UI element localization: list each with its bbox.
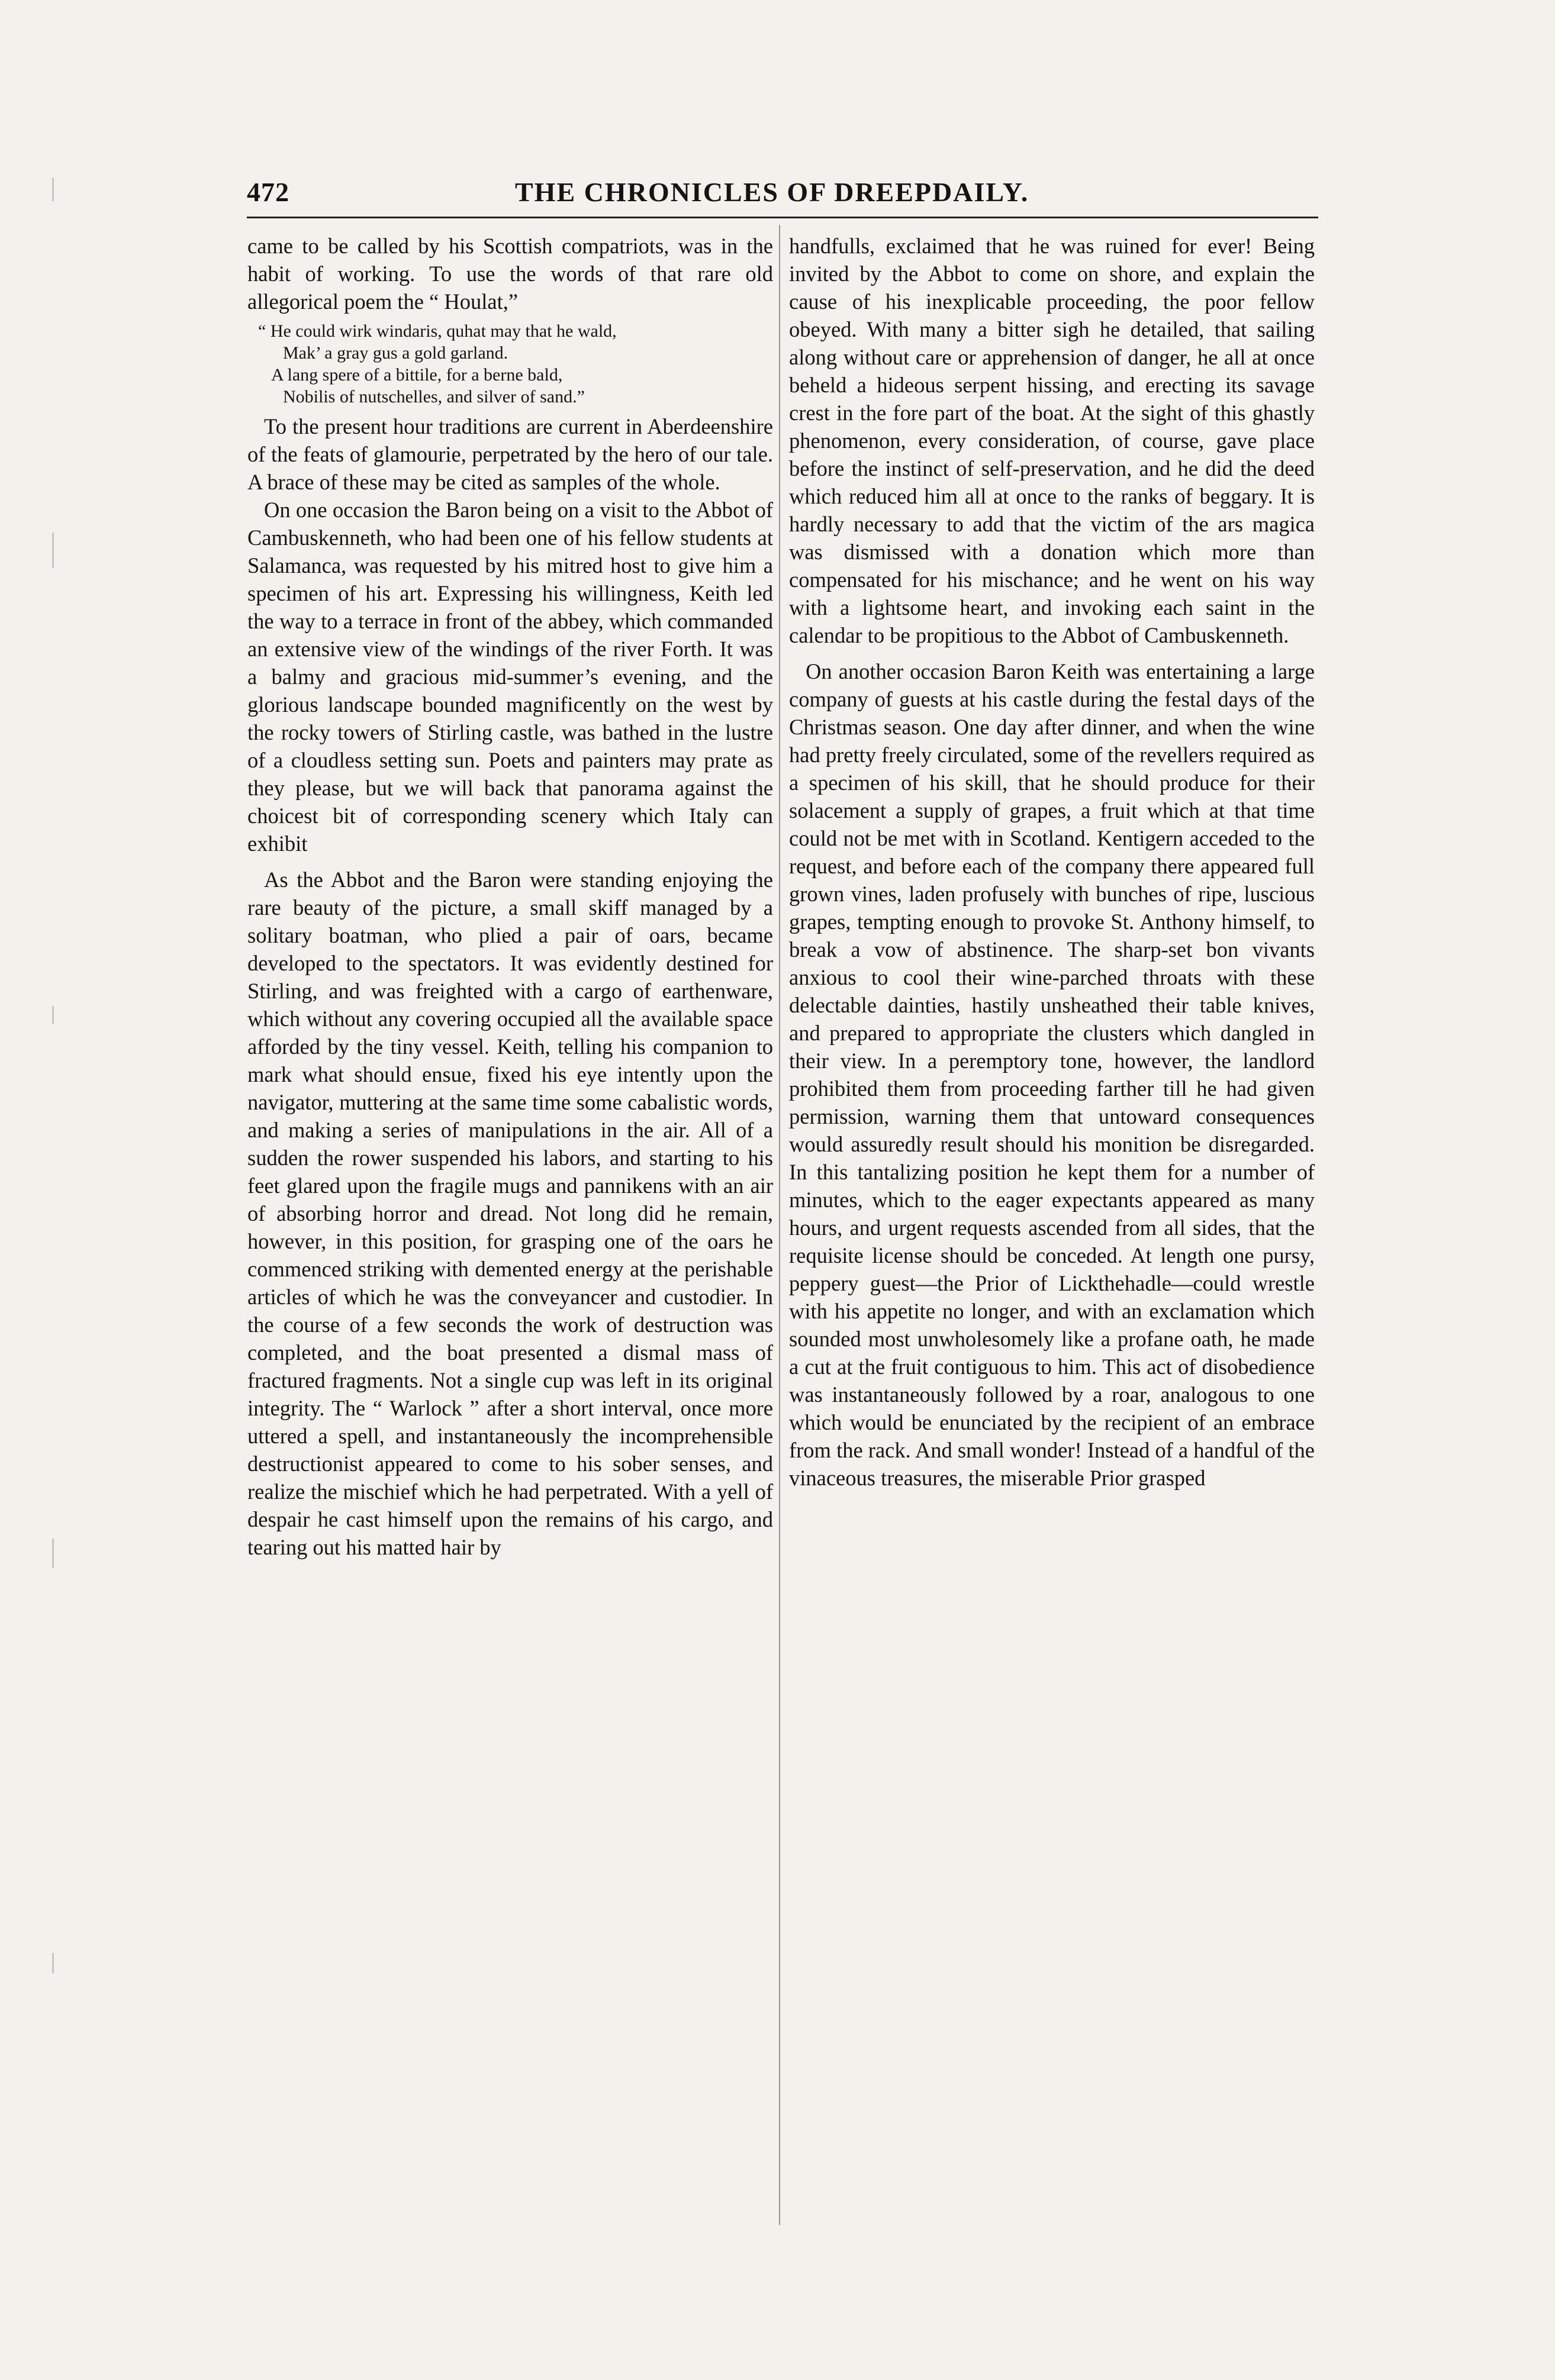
- verse-line: Nobilis of nutschelles, and silver of sand.”: [283, 387, 585, 407]
- margin-speck: [52, 533, 54, 568]
- margin-speck: [52, 178, 54, 201]
- paragraph: handfulls, exclaimed that he was ruined for ever! Being invited by the Abbot to come on shore, and explain the cause of his inexplicable proceeding, the poor fellow obeyed. With many a bitter sigh he detailed, that sailing along without care or apprehension of danger, he all at once beheld a hideous serpent hissing, and erecting its savage crest in the fore part of the boat. At the sight of this ghastly phenomenon, every consideration, of course, gave place before the instinct of self-preservation, and he did the deed which reduced him all at once to the ranks of beggary. It is hardly necessary to add that the victim of the ars magica was dismissed with a donation which more than compensated for his mischance; and he went on his way with a lightsome heart, and invoking each saint in the calendar to be propitious to the Abbot of Cambuskenneth.: [789, 234, 1315, 647]
- paragraph: As the Abbot and the Baron were standing enjoying the rare beauty of the picture, a small skiff managed by a solitary boatman, who plied a pair of oars, became developed to the spectators. It was evidently destined for Stirling, and was freighted with a cargo of earthenware, which without any covering occupied all the available space afforded by the tiny vessel. Keith, telling his companion to mark what should ensue, fixed his eye intently upon the navigator, muttering at the same time some cabalistic words, and making a series of manipulations in the air. All of a sudden the rower suspended his labors, and starting to his feet glared upon the fragile mugs and pannikens with an air of absorbing horror and dread. Not long did he remain, however, in this position, for grasping one of the oars he commenced striking with demented energy at the perishable articles of which he was the conveyancer and custodier. In the course of a few seconds the work of destruction was completed, and the boat presented a dismal mass of fractured fragments. Not a single cup was left in its original integrity. The “ Warlock ” after a short interval, once more uttered a spell, and instantaneously the incomprehensible destructionist appeared to come to his sober senses, and realize the mischief which he had perpetrated. With a yell of despair he cast himself upon the remains of his cargo, and tearing out his matted hair by: [247, 867, 773, 1559]
- paragraph: On one occasion the Baron being on a visit to the Abbot of Cambuskenneth, who had been one of his fellow students at Salamanca, was requested by his mitred host to give him a specimen of his art. Expressing his willingness, Keith led the way to a terrace in front of the abbey, which commanded an extensive view of the windings of the river Forth. It was a balmy and gracious mid-summer’s evening, and the glorious landscape bounded magnificently on the west by the rocky towers of Stirling castle, was bathed in the lustre of a cloudless setting sun. Poets and painters may prate as they please, but we will back that panorama against the choicest bit of corresponding scenery which Italy can exhibit: [247, 498, 773, 856]
- header-rule: [247, 217, 1318, 218]
- paragraph: To the present hour traditions are current in Aberdeenshire of the feats of glamourie, perpetrated by the hero of our tale. A brace of these may be cited as samples of the whole.: [247, 414, 773, 494]
- running-title: THE CHRONICLES OF DREEPDAILY.: [515, 177, 1029, 207]
- column-divider: [779, 225, 780, 2225]
- margin-speck: [52, 1006, 54, 1024]
- margin-speck: [52, 1539, 54, 1568]
- paragraph: came to be called by his Scottish compatriots, was in the habit of working. To use the words of that rare old allegorical poem the “ Houlat,”: [247, 234, 773, 314]
- left-column: [247, 232, 773, 1561]
- verse-block: [247, 320, 773, 408]
- verse-line: A lang spere of a bittile, for a berne bald,: [271, 365, 563, 385]
- right-column: [789, 232, 1315, 1492]
- margin-speck: [52, 1953, 54, 1973]
- paragraph: On another occasion Baron Keith was entertaining a large company of guests at his castle during the festal days of the Christmas season. One day after dinner, and when the wine had pretty freely circulated, some of the revellers required as a specimen of his skill, that he should produce for their solacement a supply of grapes, a fruit which at that time could not be met with in Scotland. Kentigern acceded to the request, and before each of the company there appeared full grown vines, laden profusely with bunches of ripe, luscious grapes, tempting enough to provoke St. Anthony himself, to break a vow of abstinence. The sharp-set bon vivants anxious to cool their wine-parched throats with these delectable dainties, hastily unsheathed their table knives, and prepared to appropriate the clusters which dangled in their view. In a peremptory tone, however, the landlord prohibited them from proceeding farther till he had given permission, warning them that untoward consequences would assuredly result should his monition be disregarded. In this tantalizing position he kept them for a number of minutes, which to the eager expectants appeared as many hours, and urgent requests ascended from all sides, that the requisite license should be conceded. At length one pursy, peppery guest—the Prior of Lickthehadle—could wrestle with his appetite no longer, and with an exclamation which sounded most unwholesomely like a profane oath, he made a cut at the fruit contiguous to him. This act of disobedience was instantaneously followed by a roar, analogous to one which would be enunciated by the recipient of an embrace from the rack. And small wonder! Instead of a handful of the vinaceous treasures, the miserable Prior grasped: [789, 659, 1315, 1490]
- page-number: 472: [247, 177, 289, 207]
- verse-line: Mak’ a gray gus a gold garland.: [283, 343, 508, 363]
- verse-line: “ He could wirk windaris, quhat may that he wald,: [258, 321, 617, 341]
